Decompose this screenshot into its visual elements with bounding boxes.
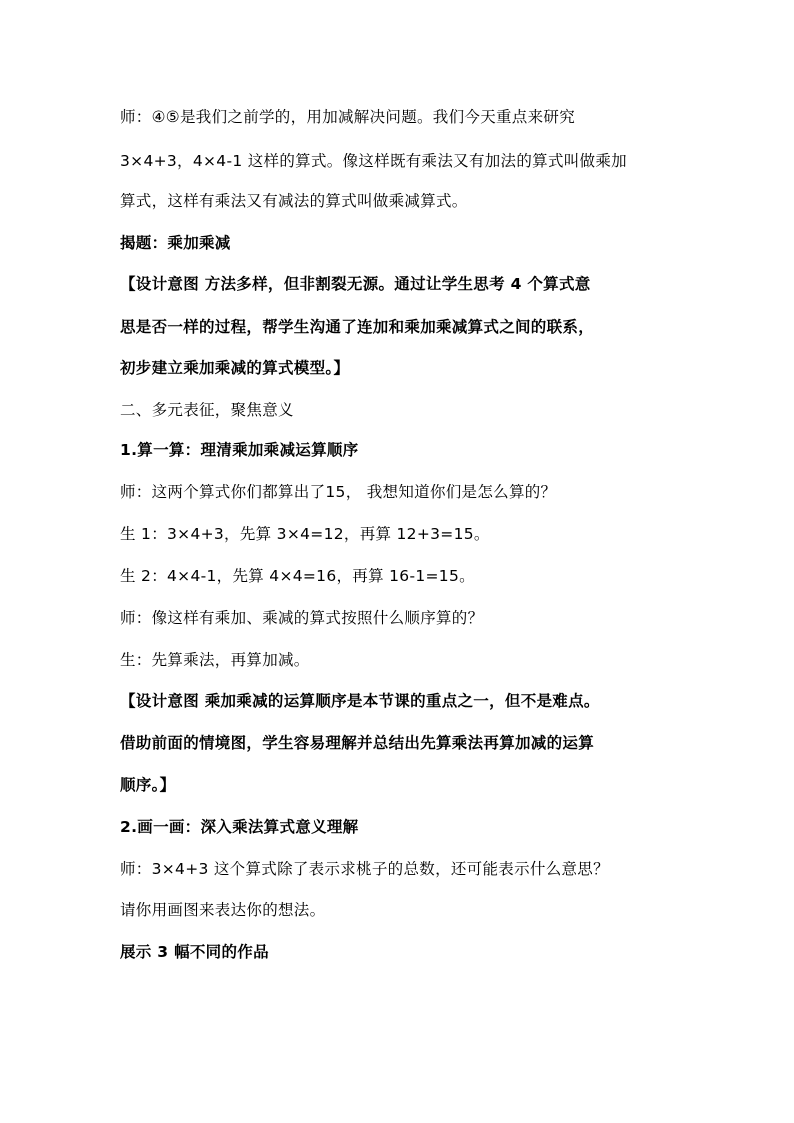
text-line: 展示 3 幅不同的作品 <box>120 943 269 961</box>
text-line: 师：④⑤是我们之前学的，用加减解决问题。我们今天重点来研究 <box>120 108 575 126</box>
text-line: 生：先算乘法，再算加减。 <box>120 651 310 669</box>
text-line: 【设计意图 乘加乘减的运算顺序是本节课的重点之一，但不是难点。 <box>120 692 600 710</box>
text-line: 生 2：4×4-1，先算 4×4=16，再算 16-1=15。 <box>120 567 475 585</box>
text-line: 【设计意图 方法多样，但非割裂无源。通过让学生思考 4 个算式意 <box>120 275 591 293</box>
text-line: 师：这两个算式你们都算出了15， 我想知道你们是怎么算的？ <box>120 483 557 501</box>
text-line: 算式，这样有乘法又有减法的算式叫做乘减算式。 <box>120 192 468 210</box>
text-line: 2.画一画：深入乘法算式意义理解 <box>120 818 359 836</box>
text-line: 二、多元表征，聚焦意义 <box>120 401 294 419</box>
text-line: 3×4+3，4×4-1 这样的算式。像这样既有乘法又有加法的算式叫做乘加 <box>120 152 627 170</box>
text-line: 请你用画图来表达你的想法。 <box>120 901 326 919</box>
text-line: 师：像这样有乘加、乘减的算式按照什么顺序算的？ <box>120 609 484 627</box>
text-line: 生 1：3×4+3，先算 3×4=12，再算 12+3=15。 <box>120 525 490 543</box>
text-line: 揭题：乘加乘减 <box>120 234 231 252</box>
text-line: 师：3×4+3 这个算式除了表示求桃子的总数，还可能表示什么意思？ <box>120 860 609 878</box>
text-line: 初步建立乘加乘减的算式模型。】 <box>120 359 350 377</box>
text-line: 思是否一样的过程，帮学生沟通了连加和乘加乘减算式之间的联系， <box>120 318 595 336</box>
text-line: 1.算一算：理清乘加乘减运算顺序 <box>120 441 359 459</box>
text-line: 借助前面的情境图，学生容易理解并总结出先算乘法再算加减的运算 <box>120 734 595 752</box>
text-line: 顺序。】 <box>120 776 176 794</box>
